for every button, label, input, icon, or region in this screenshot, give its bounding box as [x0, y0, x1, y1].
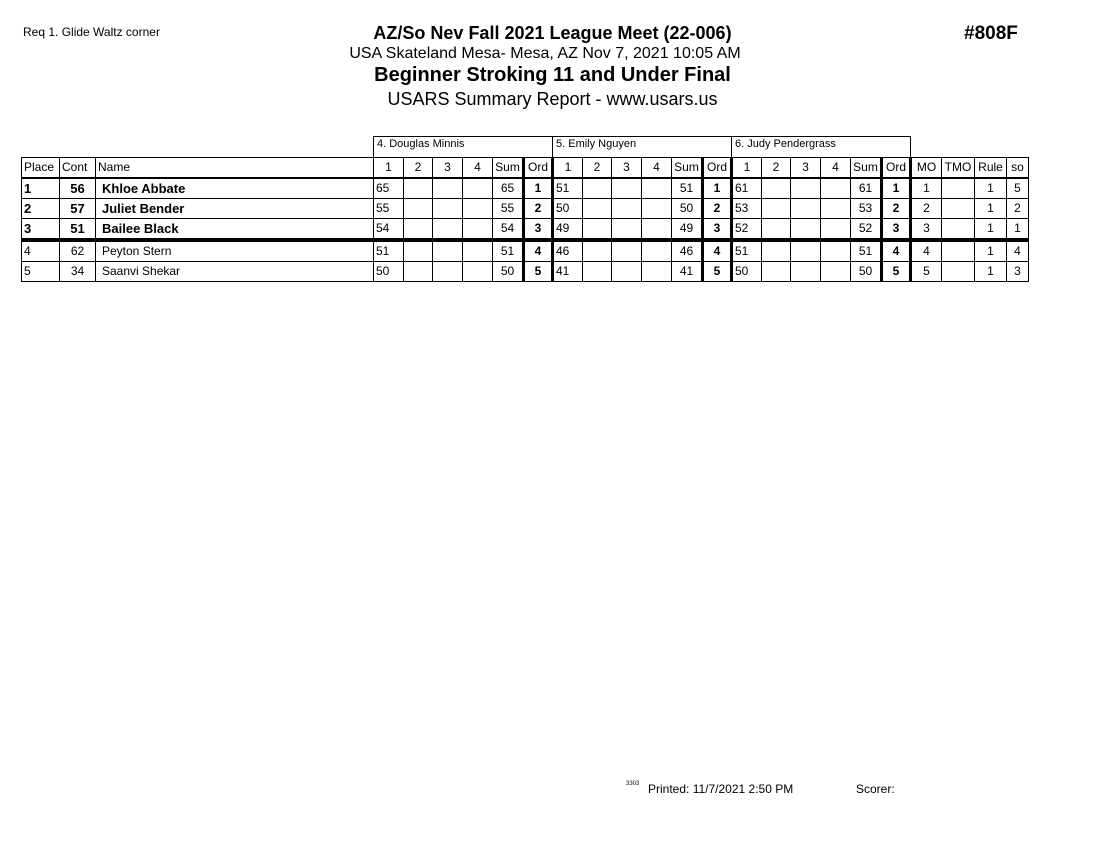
ordinal-cell: 5 [703, 262, 732, 282]
score-cell [821, 219, 851, 241]
judge-name: 4. Douglas Minnis [374, 137, 553, 158]
score-cell [433, 219, 463, 241]
ordinal-cell: 3 [882, 219, 911, 241]
score-cell: 50 [732, 262, 762, 282]
score-cell [642, 240, 672, 262]
skater-name-cell: Khloe Abbate [96, 178, 374, 199]
score-cell [791, 262, 821, 282]
score-cell [762, 262, 791, 282]
mo-cell: 2 [911, 199, 942, 219]
score-cell [433, 240, 463, 262]
column-header-ord: Ord [703, 158, 732, 179]
score-cell [404, 219, 433, 241]
sum-cell: 54 [493, 219, 524, 241]
contestant-number-cell: 34 [60, 262, 96, 282]
score-cell [463, 178, 493, 199]
tmo-cell [942, 199, 975, 219]
score-cell [583, 219, 612, 241]
column-header-place: Place [22, 158, 60, 179]
contestant-number-cell: 62 [60, 240, 96, 262]
column-header-s1: 1 [553, 158, 583, 179]
column-header-ord: Ord [882, 158, 911, 179]
event-code: #808F [964, 23, 1018, 44]
skater-name-cell: Bailee Black [96, 219, 374, 241]
skater-name-cell: Peyton Stern [96, 240, 374, 262]
judge-header-row [22, 137, 1029, 158]
score-cell: 53 [732, 199, 762, 219]
column-header-sum: Sum [851, 158, 882, 179]
column-header-ord: Ord [524, 158, 553, 179]
mo-cell: 5 [911, 262, 942, 282]
contestant-number-cell: 57 [60, 199, 96, 219]
rule-cell: 1 [975, 199, 1007, 219]
score-cell [612, 219, 642, 241]
column-header-sum: Sum [493, 158, 524, 179]
score-cell [821, 199, 851, 219]
sum-cell: 52 [851, 219, 882, 241]
table-row [22, 240, 1029, 262]
ordinal-cell: 4 [703, 240, 732, 262]
tmo-cell [942, 219, 975, 241]
score-cell [612, 199, 642, 219]
ordinal-cell: 2 [524, 199, 553, 219]
sum-cell: 41 [672, 262, 703, 282]
footer-code: 3303 [626, 781, 640, 787]
column-header-so: so [1007, 158, 1029, 179]
score-cell [404, 240, 433, 262]
report-name: USARS Summary Report - www.usars.us [387, 89, 718, 109]
column-header-s2: 2 [404, 158, 433, 179]
score-cell [583, 199, 612, 219]
rule-cell: 1 [975, 178, 1007, 199]
score-cell: 50 [374, 262, 404, 282]
column-header-s3: 3 [612, 158, 642, 179]
score-cell [433, 178, 463, 199]
sum-cell: 53 [851, 199, 882, 219]
so-cell: 2 [1007, 199, 1029, 219]
score-cell [404, 199, 433, 219]
column-header-s2: 2 [583, 158, 612, 179]
score-cell [463, 240, 493, 262]
sum-cell: 49 [672, 219, 703, 241]
printed-timestamp: Printed: 11/7/2021 2:50 PM [648, 782, 794, 796]
place-cell: 1 [22, 178, 60, 199]
column-header-mo: MO [911, 158, 942, 179]
tmo-cell [942, 240, 975, 262]
so-cell: 5 [1007, 178, 1029, 199]
ordinal-cell: 3 [524, 219, 553, 241]
sum-cell: 50 [851, 262, 882, 282]
sum-cell: 51 [672, 178, 703, 199]
skater-name-cell: Saanvi Shekar [96, 262, 374, 282]
meet-location: USA Skateland Mesa- Mesa, AZ Nov 7, 2021 10:05 AM [349, 45, 741, 62]
score-cell: 41 [553, 262, 583, 282]
column-header-s2: 2 [762, 158, 791, 179]
score-cell [791, 199, 821, 219]
ordinal-cell: 5 [882, 262, 911, 282]
column-header-cont: Cont [60, 158, 96, 179]
score-cell [762, 178, 791, 199]
ordinal-cell: 1 [524, 178, 553, 199]
score-cell [404, 178, 433, 199]
score-cell [821, 178, 851, 199]
score-cell [612, 178, 642, 199]
judge-name: 6. Judy Pendergrass [732, 137, 911, 158]
score-cell: 61 [732, 178, 762, 199]
sum-cell: 61 [851, 178, 882, 199]
sum-cell: 46 [672, 240, 703, 262]
score-cell: 46 [553, 240, 583, 262]
score-cell: 54 [374, 219, 404, 241]
score-cell [821, 262, 851, 282]
ordinal-cell: 1 [882, 178, 911, 199]
score-cell [642, 262, 672, 282]
column-header-s4: 4 [642, 158, 672, 179]
score-cell: 51 [553, 178, 583, 199]
score-cell: 49 [553, 219, 583, 241]
ordinal-cell: 5 [524, 262, 553, 282]
ordinal-cell: 3 [703, 219, 732, 241]
so-cell: 4 [1007, 240, 1029, 262]
ordinal-cell: 2 [882, 199, 911, 219]
score-cell [463, 199, 493, 219]
score-cell [821, 240, 851, 262]
score-cell [791, 178, 821, 199]
score-cell [583, 240, 612, 262]
score-cell [762, 240, 791, 262]
place-cell: 4 [22, 240, 60, 262]
column-header-s4: 4 [463, 158, 493, 179]
table-row [22, 219, 1029, 241]
score-cell: 51 [374, 240, 404, 262]
column-header-s4: 4 [821, 158, 851, 179]
score-cell: 51 [732, 240, 762, 262]
results-table [21, 136, 1029, 282]
sum-cell: 55 [493, 199, 524, 219]
score-cell [463, 219, 493, 241]
ordinal-cell: 4 [882, 240, 911, 262]
column-header-tmo: TMO [942, 158, 975, 179]
event-name: Beginner Stroking 11 and Under Final [374, 64, 731, 86]
ordinal-cell: 2 [703, 199, 732, 219]
score-cell: 65 [374, 178, 404, 199]
column-header-s3: 3 [433, 158, 463, 179]
score-cell [642, 199, 672, 219]
score-cell [463, 262, 493, 282]
mo-cell: 3 [911, 219, 942, 241]
score-cell [433, 199, 463, 219]
score-cell [791, 240, 821, 262]
mo-cell: 4 [911, 240, 942, 262]
place-cell: 2 [22, 199, 60, 219]
contestant-number-cell: 56 [60, 178, 96, 199]
sum-cell: 65 [493, 178, 524, 199]
score-cell [583, 262, 612, 282]
column-header-s1: 1 [732, 158, 762, 179]
place-cell: 3 [22, 219, 60, 241]
skater-name-cell: Juliet Bender [96, 199, 374, 219]
table-row [22, 199, 1029, 219]
score-cell: 50 [553, 199, 583, 219]
place-cell: 5 [22, 262, 60, 282]
score-cell [404, 262, 433, 282]
mo-cell: 1 [911, 178, 942, 199]
score-cell [791, 219, 821, 241]
column-header-row [22, 158, 1029, 179]
scorer-label: Scorer: [856, 782, 895, 796]
table-row [22, 262, 1029, 282]
tmo-cell [942, 262, 975, 282]
score-cell: 55 [374, 199, 404, 219]
rule-cell: 1 [975, 262, 1007, 282]
ordinal-cell: 1 [703, 178, 732, 199]
ordinal-cell: 4 [524, 240, 553, 262]
score-cell [762, 199, 791, 219]
column-header-rule: Rule [975, 158, 1007, 179]
sum-cell: 51 [493, 240, 524, 262]
table-row [22, 178, 1029, 199]
requirement-label: Req 1. Glide Waltz corner [23, 25, 160, 39]
rule-cell: 1 [975, 240, 1007, 262]
column-header-name: Name [96, 158, 374, 179]
so-cell: 3 [1007, 262, 1029, 282]
score-cell: 52 [732, 219, 762, 241]
column-header-sum: Sum [672, 158, 703, 179]
score-cell [612, 240, 642, 262]
score-cell [762, 219, 791, 241]
sum-cell: 50 [672, 199, 703, 219]
sum-cell: 51 [851, 240, 882, 262]
score-cell [612, 262, 642, 282]
score-cell [583, 178, 612, 199]
rule-cell: 1 [975, 219, 1007, 241]
sum-cell: 50 [493, 262, 524, 282]
score-cell [433, 262, 463, 282]
so-cell: 1 [1007, 219, 1029, 241]
contestant-number-cell: 51 [60, 219, 96, 241]
tmo-cell [942, 178, 975, 199]
judge-name: 5. Emily Nguyen [553, 137, 732, 158]
column-header-s1: 1 [374, 158, 404, 179]
meet-title: AZ/So Nev Fall 2021 League Meet (22-006) [373, 23, 732, 43]
score-cell [642, 178, 672, 199]
score-cell [642, 219, 672, 241]
column-header-s3: 3 [791, 158, 821, 179]
